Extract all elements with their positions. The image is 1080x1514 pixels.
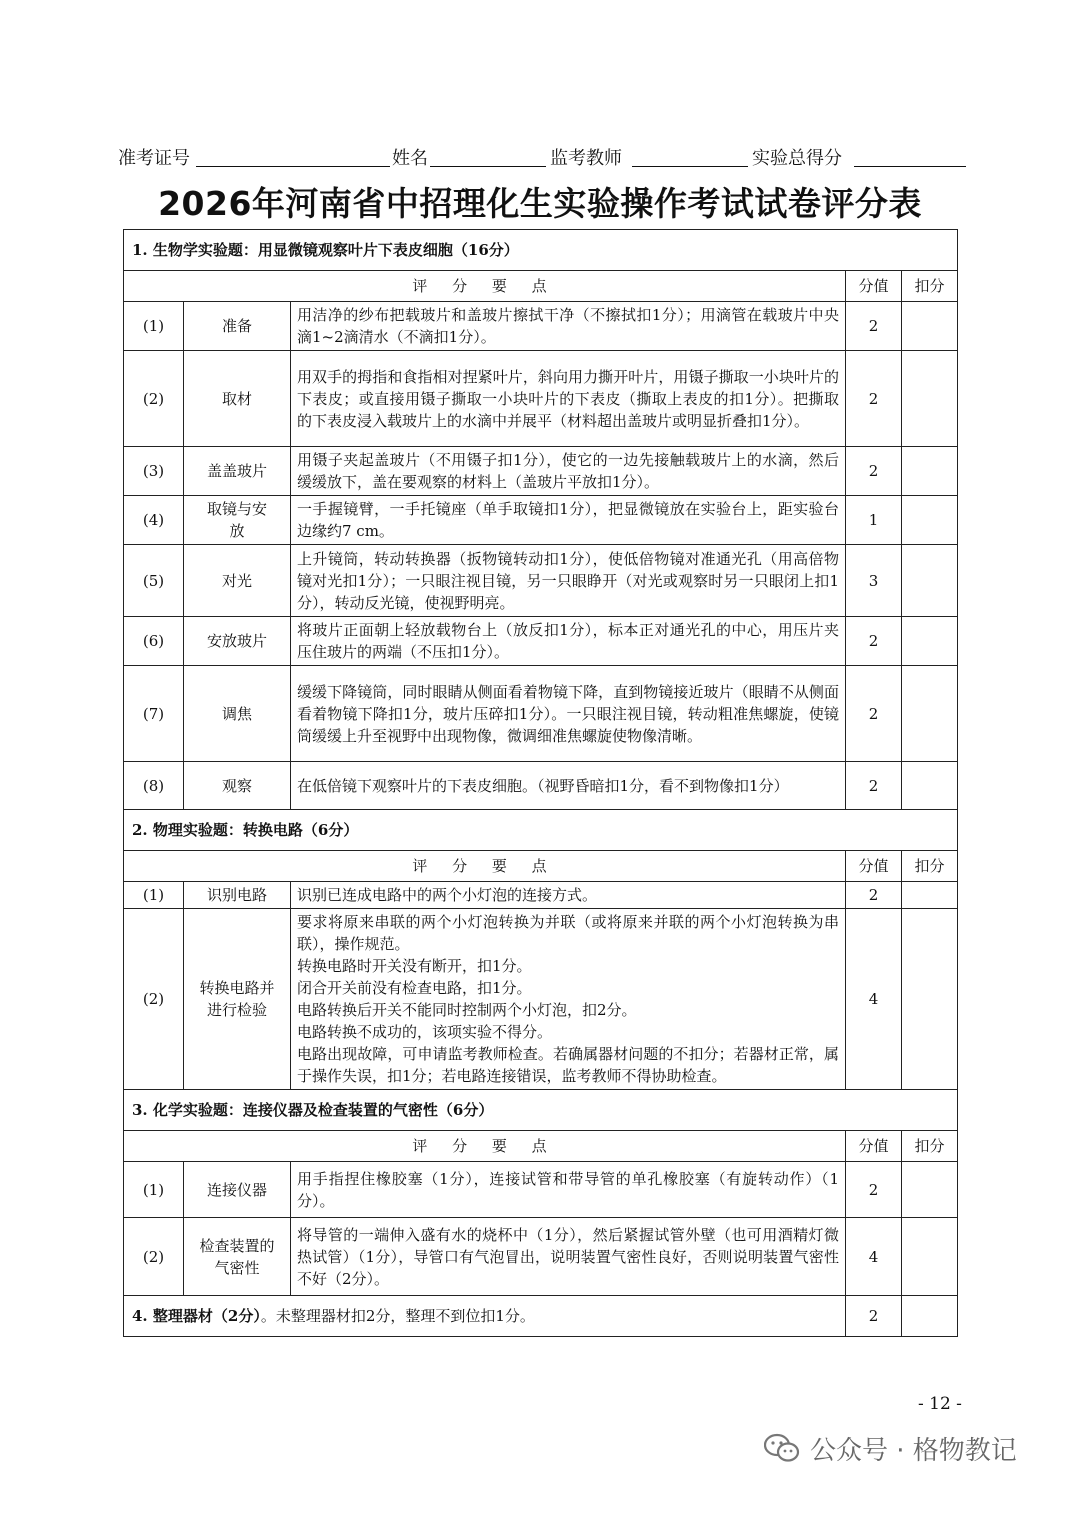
deduct-cell[interactable] <box>902 617 958 666</box>
row-score: 2 <box>846 882 902 909</box>
total-score-field[interactable] <box>854 166 966 167</box>
row-num: (7) <box>124 666 184 762</box>
page-title: 2026年河南省中招理化生实验操作考试试卷评分表 <box>158 184 922 223</box>
row-score: 4 <box>846 909 902 1090</box>
teacher-field[interactable] <box>632 166 748 167</box>
row-num: (2) <box>124 1218 184 1296</box>
row-score: 3 <box>846 545 902 617</box>
row-desc <box>291 909 846 1090</box>
row-name: 识别电路 <box>184 882 291 909</box>
row-score: 2 <box>846 1296 902 1337</box>
deduct-cell[interactable] <box>902 302 958 351</box>
score-header: 分值 <box>846 851 902 882</box>
table-row <box>124 1218 958 1296</box>
table-row <box>124 496 958 545</box>
candidate-header <box>118 144 968 170</box>
table-row <box>124 617 958 666</box>
row-name: 准备 <box>184 302 291 351</box>
deduct-cell[interactable] <box>902 909 958 1090</box>
desc-line: 电路转换后开关不能同时控制两个小灯泡，扣2分。 <box>297 1001 637 1019</box>
chem-heading: 3. 化学实验题：连接仪器及检查装置的气密性（6分） <box>124 1090 958 1131</box>
tidy-desc: 。未整理器材扣2分，整理不到位扣1分。 <box>260 1307 535 1325</box>
row-num: (2) <box>124 351 184 447</box>
row-name: 对光 <box>184 545 291 617</box>
row-name: 调焦 <box>184 666 291 762</box>
name-label: 姓名 <box>392 148 428 169</box>
row-num: (5) <box>124 545 184 617</box>
row-num: (1) <box>124 882 184 909</box>
table-row <box>124 1296 958 1337</box>
deduct-cell[interactable] <box>902 666 958 762</box>
desc-line: 电路转换不成功的，该项实验不得分。 <box>297 1023 553 1041</box>
wechat-icon <box>764 1433 800 1463</box>
desc-line: 电路出现故障，可申请监考教师检查。若确属器材问题的不扣分；若器材正常，属于操作失误，扣1分；若电路连接错误，监考教师不得协助检查。 <box>297 1045 839 1085</box>
table-row <box>124 302 958 351</box>
section-heading <box>124 810 958 851</box>
section-heading <box>124 1090 958 1131</box>
deduct-cell[interactable] <box>902 496 958 545</box>
row-score: 2 <box>846 447 902 496</box>
row-score: 2 <box>846 302 902 351</box>
exam-no-label: 准考证号 <box>118 148 190 169</box>
name-field[interactable] <box>430 166 546 167</box>
deduct-cell[interactable] <box>902 1162 958 1218</box>
row-score: 4 <box>846 1218 902 1296</box>
phys-heading: 2. 物理实验题：转换电路（6分） <box>124 810 958 851</box>
row-name: 连接仪器 <box>184 1162 291 1218</box>
row-num: (3) <box>124 447 184 496</box>
row-name: 取镜与安放 <box>184 496 291 545</box>
row-desc: 用手指捏住橡胶塞（1分），连接试管和带导管的单孔橡胶塞（有旋转动作）（1分）。 <box>291 1162 846 1218</box>
row-name: 检查装置的气密性 <box>184 1218 291 1296</box>
column-header-row <box>124 851 958 882</box>
deduct-cell[interactable] <box>902 447 958 496</box>
row-score: 2 <box>846 351 902 447</box>
desc-line: 闭合开关前没有检查电路，扣1分。 <box>297 979 532 997</box>
total-score-label: 实验总得分 <box>752 148 842 169</box>
row-desc: 将导管的一端伸入盛有水的烧杯中（1分），然后紧握试管外壁（也可用酒精灯微热试管）（1分），导管口有气泡冒出，说明装置气密性良好，否则说明装置气密性不好（2分）。 <box>291 1218 846 1296</box>
row-num: (2) <box>124 909 184 1090</box>
row-num: (8) <box>124 762 184 810</box>
deduct-cell[interactable] <box>902 351 958 447</box>
table-row <box>124 545 958 617</box>
deduct-cell[interactable] <box>902 882 958 909</box>
row-num: (1) <box>124 1162 184 1218</box>
table-row <box>124 666 958 762</box>
points-header: 评 分 要 点 <box>124 271 846 302</box>
points-header: 评 分 要 点 <box>124 1131 846 1162</box>
row-desc: 识别已连成电路中的两个小灯泡的连接方式。 <box>291 882 846 909</box>
row-desc: 缓缓下降镜筒，同时眼睛从侧面看着物镜下降，直到物镜接近玻片（眼睛不从侧面看着物镜下降扣1分，玻片压碎扣1分）。一只眼注视目镜，转动粗准焦螺旋，使镜筒缓缓上升至视野中出现物像，微调细准焦螺旋使物像清晰。 <box>291 666 846 762</box>
row-desc: 上升镜筒，转动转换器（扳物镜转动扣1分），使低倍物镜对准通光孔（用高倍物镜对光扣1分）；一只眼注视目镜，另一只眼睁开（对光或观察时另一只眼闭上扣1分），转动反光镜，使视野明亮。 <box>291 545 846 617</box>
deduct-cell[interactable] <box>902 1296 958 1337</box>
table-row <box>124 351 958 447</box>
teacher-label: 监考教师 <box>550 148 622 169</box>
row-desc: 在低倍镜下观察叶片的下表皮细胞。（视野昏暗扣1分，看不到物像扣1分） <box>291 762 846 810</box>
deduct-cell[interactable] <box>902 545 958 617</box>
column-header-row <box>124 1131 958 1162</box>
page-number: - 12 - <box>918 1394 962 1414</box>
row-desc: 用镊子夹起盖玻片（不用镊子扣1分），使它的一边先接触载玻片上的水滴，然后缓缓放下，盖在要观察的材料上（盖玻片平放扣1分）。 <box>291 447 846 496</box>
row-desc: 用洁净的纱布把载玻片和盖玻片擦拭干净（不擦拭扣1分）；用滴管在载玻片中央滴1~2滴清水（不滴扣1分）。 <box>291 302 846 351</box>
row-score: 2 <box>846 1162 902 1218</box>
row-num: (6) <box>124 617 184 666</box>
deduct-cell[interactable] <box>902 762 958 810</box>
desc-line: 要求将原来串联的两个小灯泡转换为并联（或将原来并联的两个小灯泡转换为串联），操作规范。 <box>297 913 839 953</box>
section-heading <box>124 230 958 271</box>
deduct-header: 扣分 <box>902 851 958 882</box>
score-header: 分值 <box>846 271 902 302</box>
exam-no-field[interactable] <box>196 166 390 167</box>
deduct-cell[interactable] <box>902 1218 958 1296</box>
row-desc: 用双手的拇指和食指相对捏紧叶片，斜向用力撕开叶片，用镊子撕取一小块叶片的下表皮；或直接用镊子撕取一小块叶片的下表皮（撕取上表皮的扣1分）。把撕取的下表皮浸入载玻片上的水滴中并展平（材料超出盖玻片或明显折叠扣1分）。 <box>291 351 846 447</box>
desc-line: 转换电路时开关没有断开，扣1分。 <box>297 957 532 975</box>
row-num: (1) <box>124 302 184 351</box>
deduct-header: 扣分 <box>902 1131 958 1162</box>
row-score: 2 <box>846 666 902 762</box>
row-name: 安放玻片 <box>184 617 291 666</box>
row-desc: 将玻片正面朝上轻放载物台上（放反扣1分），标本正对通光孔的中心，用压片夹压住玻片的两端（不压扣1分）。 <box>291 617 846 666</box>
table-row <box>124 1162 958 1218</box>
table-row <box>124 882 958 909</box>
tidy-heading: 4. 整理器材（2分） <box>132 1307 261 1325</box>
column-header-row <box>124 271 958 302</box>
row-name: 盖盖玻片 <box>184 447 291 496</box>
bio-heading: 1. 生物学实验题：用显微镜观察叶片下表皮细胞（16分） <box>124 230 958 271</box>
tidy-row <box>124 1296 846 1337</box>
score-header: 分值 <box>846 1131 902 1162</box>
row-name: 转换电路并进行检验 <box>184 909 291 1090</box>
row-num: (4) <box>124 496 184 545</box>
row-score: 2 <box>846 617 902 666</box>
row-name: 取材 <box>184 351 291 447</box>
row-name: 观察 <box>184 762 291 810</box>
table-row <box>124 762 958 810</box>
deduct-header: 扣分 <box>902 271 958 302</box>
points-header: 评 分 要 点 <box>124 851 846 882</box>
row-score: 1 <box>846 496 902 545</box>
scoring-table <box>123 229 958 1337</box>
row-score: 2 <box>846 762 902 810</box>
watermark-text: 公众号 · 格物教记 <box>810 1435 1017 1466</box>
table-row <box>124 447 958 496</box>
table-row <box>124 909 958 1090</box>
watermark <box>764 1428 1017 1468</box>
row-desc: 一手握镜臂，一手托镜座（单手取镜扣1分），把显微镜放在实验台上，距实验台边缘约7 cm。 <box>291 496 846 545</box>
